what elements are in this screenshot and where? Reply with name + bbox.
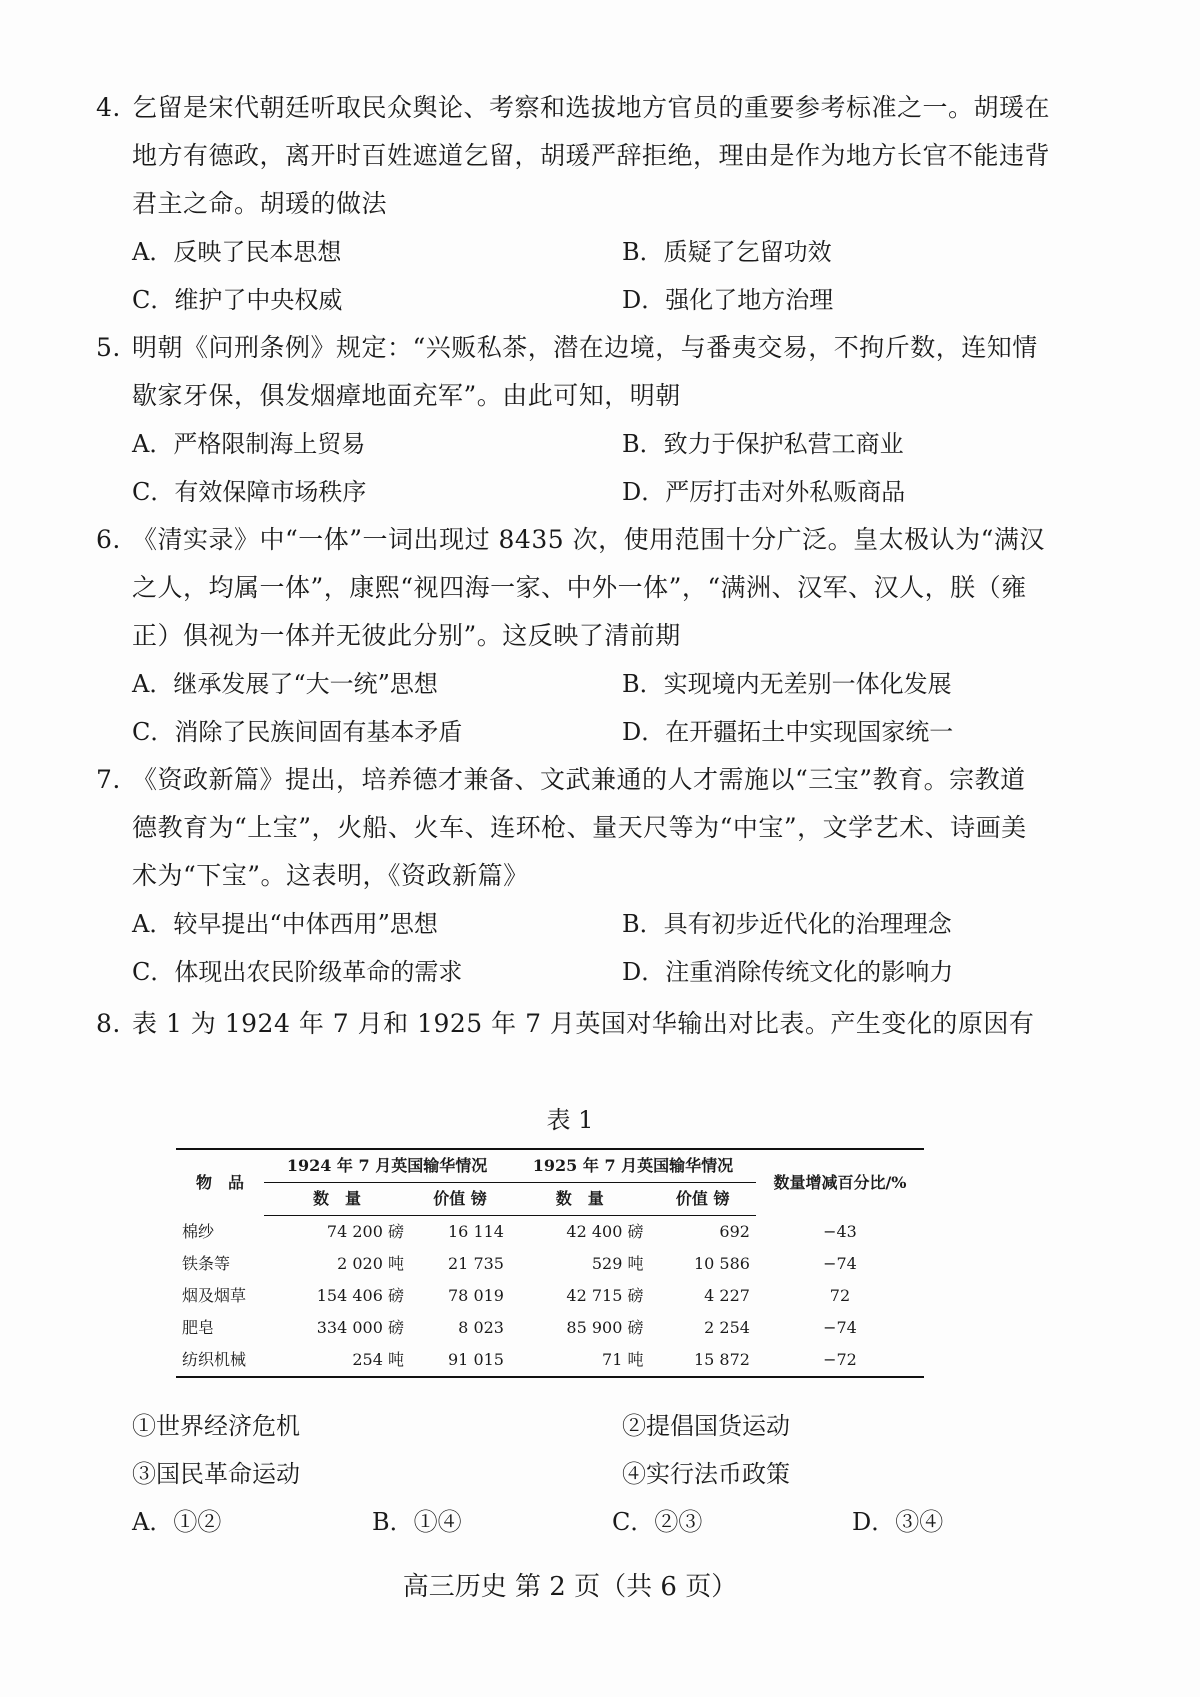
page-footer: 高三历史 第 2 页（共 6 页） [402,1572,738,1602]
cell-qty-1924: 2 020 吨 [337,1254,404,1273]
choices-row [132,1450,1092,1498]
header-change: 数量增减百分比/% [756,1149,924,1216]
cell-val-1925: 15 872 [649,1344,755,1377]
cell-qty-1925: 85 900 磅 [566,1318,644,1337]
trade-table [176,1148,924,1378]
question-stem-line: 《资政新篇》提出，培养德才兼备、文武兼通的人才需施以“三宝”教育。宗教道 [132,765,1026,794]
choice-2: ②提倡国货运动 [622,1412,790,1440]
option-b[interactable]: B．具有初步近代化的治理理念 [622,910,952,938]
question-number: 7. [96,765,121,794]
cell-item: 肥皂 [182,1318,215,1337]
question-stem-line: 之人，均属一体”，康熙“视四海一家、中外一体”，“满洲、汉军、汉人，朕（雍 [132,573,1027,602]
header-group-1925: 1925 年 7 月英国输华情况 [510,1149,756,1183]
cell-val-1925: 10 586 [693,1254,750,1273]
cell-item: 纺织机械 [176,1344,264,1377]
cell-change: −72 [756,1344,924,1377]
question-number: 6. [96,525,121,554]
cell-qty-1924: 254 吨 [264,1344,410,1377]
option-c[interactable]: C．有效保障市场秩序 [132,478,367,506]
cell-val-1925: 2 254 [704,1318,750,1337]
cell-val-1924: 16 114 [448,1222,504,1241]
cell-qty-1924: 334 000 磅 [316,1318,404,1337]
table-row [176,1280,924,1312]
choices-row [132,1402,1092,1450]
question-6 [96,516,1096,660]
table-row [176,1216,924,1249]
question-stem-line: 《清实录》中“一体”一词出现过 8435 次，使用范围十分广泛。皇太极认为“满汉 [132,525,1045,554]
options-row [132,900,1092,948]
table-caption: 表 1 [546,1106,594,1134]
header-group-1924: 1924 年 7 月英国输华情况 [264,1149,510,1183]
option-c[interactable]: C．消除了民族间固有基本矛盾 [132,718,463,746]
question-5 [96,324,1096,420]
question-number: 4. [96,93,121,122]
cell-change: −74 [823,1318,857,1337]
header-qty-1924: 数 量 [264,1183,410,1216]
option-b[interactable]: B．致力于保护私营工商业 [622,430,904,458]
cell-change: −74 [823,1254,857,1273]
choice-4: ④实行法币政策 [622,1460,790,1488]
option-b[interactable]: B．①④ [372,1508,462,1536]
cell-item: 铁条等 [182,1254,231,1273]
question-stem-line: 明朝《问刑条例》规定：“兴贩私茶，潜在边境，与番夷交易，不拘斤数，连知情 [132,333,1038,362]
table-row [176,1344,924,1377]
question-stem-line: 乞留是宋代朝廷听取民众舆论、考察和选拔地方官员的重要参考标准之一。胡瑗在 [132,93,1051,122]
option-d[interactable]: D．严厉打击对外私贩商品 [622,478,906,506]
options-row [132,1498,1092,1546]
cell-item: 烟及烟草 [182,1286,247,1305]
cell-change: 72 [829,1286,851,1305]
question-stem-line: 表 1 为 1924 年 7 月和 1925 年 7 月英国对华输出对比表。产生变化的原因有 [132,1009,1035,1038]
option-c[interactable]: C．体现出农民阶级革命的需求 [132,958,463,986]
question-number: 5. [96,333,121,362]
cell-qty-1925: 42 715 磅 [566,1286,644,1305]
option-d[interactable]: D．③④ [852,1508,944,1536]
cell-qty-1924: 74 200 磅 [326,1222,404,1241]
header-val-1924: 价值 镑 [410,1183,510,1216]
option-c[interactable]: C．维护了中央权威 [132,286,343,314]
options-row [132,708,1092,756]
cell-qty-1925: 42 400 磅 [566,1222,644,1241]
cell-qty-1925: 529 吨 [591,1254,644,1273]
question-number: 8. [96,1009,121,1038]
options-row [132,228,1092,276]
option-d[interactable]: D．注重消除传统文化的影响力 [622,958,954,986]
cell-val-1925: 692 [719,1222,750,1241]
cell-item: 棉纱 [182,1221,215,1241]
options-row [132,660,1092,708]
option-d[interactable]: D．在开疆拓土中实现国家统一 [622,718,954,746]
question-stem-line: 地方有德政，离开时百姓遮道乞留，胡瑗严辞拒绝，理由是作为地方长官不能违背 [132,141,1051,170]
question-7 [96,756,1096,900]
question-stem-line: 正）俱视为一体并无彼此分别”。这反映了清前期 [132,621,681,650]
option-b[interactable]: B．质疑了乞留功效 [622,238,832,266]
question-stem-line: 君主之命。胡瑗的做法 [132,189,388,218]
cell-val-1925: 4 227 [704,1286,750,1305]
option-d[interactable]: D．强化了地方治理 [622,286,834,314]
question-8 [96,1000,1096,1048]
cell-val-1924: 21 735 [448,1254,504,1273]
table-row [176,1248,924,1280]
table-row [176,1312,924,1344]
cell-val-1924: 78 019 [448,1286,504,1305]
option-b[interactable]: B．实现境内无差别一体化发展 [622,670,952,698]
header-val-1925: 价值 镑 [649,1183,755,1216]
question-stem-line: 术为“下宝”。这表明，《资政新篇》 [132,861,529,890]
cell-val-1924: 8 023 [458,1318,504,1337]
question-4 [96,84,1096,228]
option-a[interactable]: A．严格限制海上贸易 [132,430,366,458]
header-item: 物 品 [176,1149,264,1216]
cell-val-1924: 91 015 [410,1344,510,1377]
option-a[interactable]: A．反映了民本思想 [132,238,342,266]
option-a[interactable]: A．继承发展了“大一统”思想 [132,670,438,698]
option-a[interactable]: A．较早提出“中体西用”思想 [132,910,438,938]
choice-1: ①世界经济危机 [132,1412,300,1440]
header-qty-1925: 数 量 [510,1183,650,1216]
options-row [132,948,1092,996]
cell-qty-1924: 154 406 磅 [316,1286,404,1305]
question-stem-line: 德教育为“上宝”，火船、火车、连环枪、量天尺等为“中宝”，文学艺术、诗画美 [132,813,1027,842]
cell-change: −43 [823,1221,857,1241]
options-row [132,420,1092,468]
option-c[interactable]: C．②③ [612,1508,703,1536]
choice-3: ③国民革命运动 [132,1460,300,1488]
question-stem-line: 歇家牙保，俱发烟瘴地面充军”。由此可知，明朝 [132,381,681,410]
options-row [132,276,1092,324]
options-row [132,468,1092,516]
option-a[interactable]: A．①② [132,1508,222,1536]
cell-qty-1925: 71 吨 [510,1344,650,1377]
